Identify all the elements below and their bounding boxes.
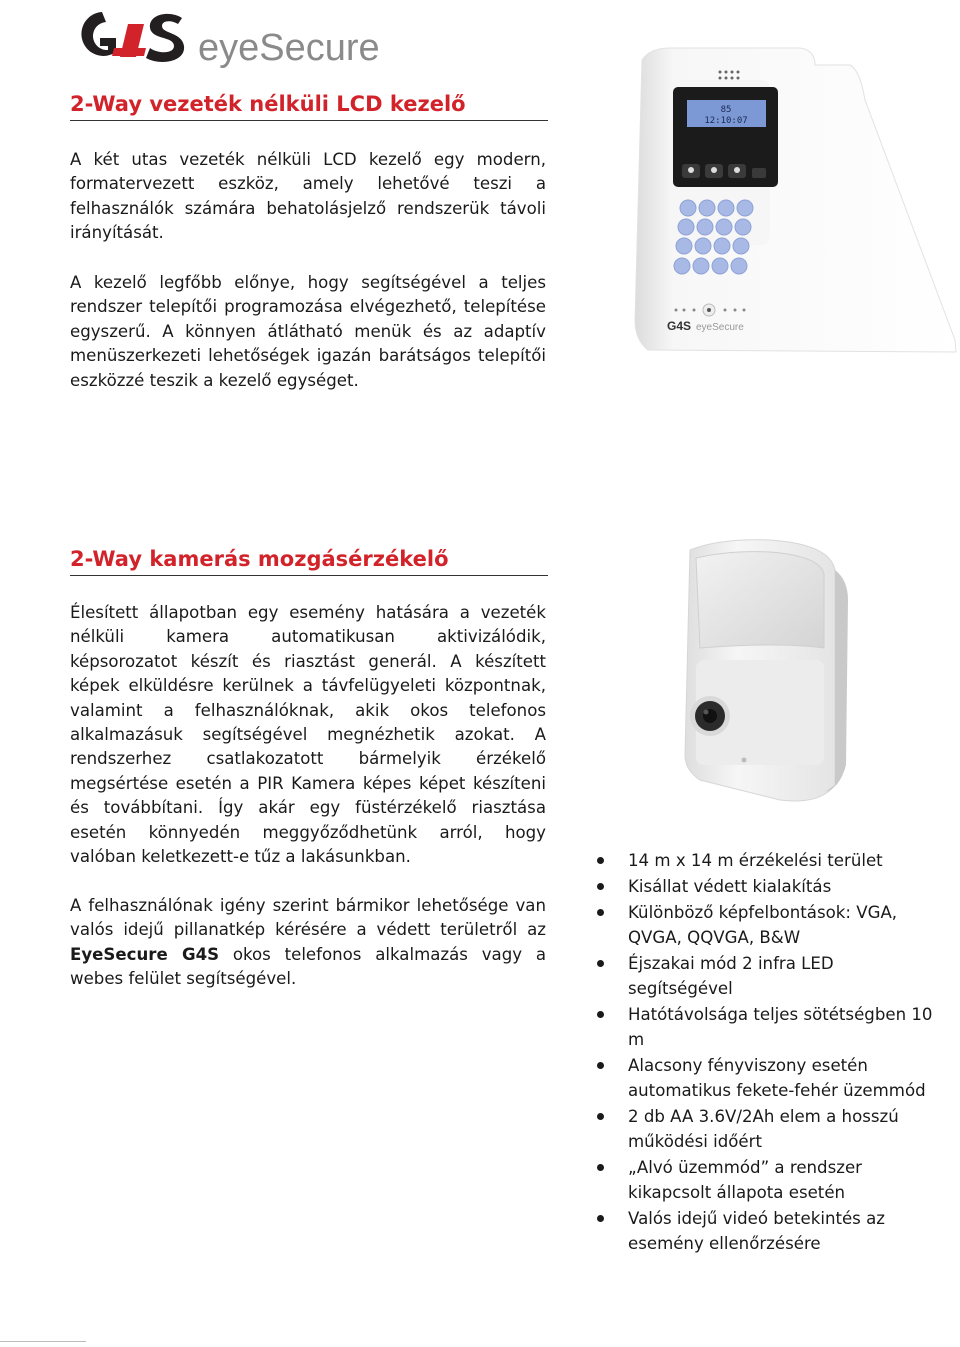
- lcd-line-1: 85: [720, 105, 732, 115]
- feature-text: Kisállat védett kialakítás: [628, 877, 832, 896]
- bullet-icon: [597, 909, 604, 916]
- feature-text: Alacsony fényviszony esetén automatikus fekete-fehér üzemmód: [628, 1056, 926, 1100]
- page-corner-line: [0, 1341, 86, 1342]
- bullet-icon: [597, 1113, 604, 1120]
- feature-item: [594, 951, 940, 1001]
- feature-item: [594, 1206, 940, 1256]
- feature-item: [594, 1104, 940, 1154]
- section1-paragraph-2: A kezelő legfőbb előnye, hogy segítségével a teljes rendszer telepítői programozása elvégezhető, telepítése egyszerű. A könnyen átlátható menük és az adaptív menüszerkezeti lehetőségek igazán barátságos telepítői eszközzé teszik a kezelő egységet.: [70, 273, 546, 390]
- section-title-camera-detector: 2-Way kamerás mozgásérzékelő: [70, 547, 548, 576]
- feature-text: 14 m x 14 m érzékelési terület: [628, 851, 883, 870]
- feature-text: Valós idejű videó betekintés az esemény ellenőrzésére: [628, 1209, 885, 1253]
- pir-camera-image: [660, 530, 880, 815]
- feature-item: [594, 1155, 940, 1205]
- keypad-brand-label: G4S: [667, 319, 692, 333]
- bullet-icon: [597, 857, 604, 864]
- feature-list: [594, 848, 940, 1257]
- lcd-keypad-image: [610, 40, 960, 355]
- g4s-mark: [81, 12, 184, 62]
- feature-item: [594, 1002, 940, 1052]
- paragraph2-brand-bold: EyeSecure G4S: [70, 944, 220, 964]
- section1-paragraph-1: A két utas vezeték nélküli LCD kezelő egy modern, formatervezett eszköz, amely lehetővé teszi a felhasználók számára behatolásjelző rendszerük távoli irányítását.: [70, 150, 546, 243]
- feature-item: [594, 874, 940, 899]
- bullet-icon: [597, 1011, 604, 1018]
- bullet-icon: [597, 1164, 604, 1171]
- paragraph2-text-start: A felhasználónak igény szerint bármikor lehetősége van valós idejű pillanatkép kérésére a védett területről az: [70, 896, 546, 940]
- paragraph2-text-end: okos telefonos alkalmazás vagy a webes felület segítségével.: [70, 944, 546, 989]
- section2-paragraph-2: [70, 894, 546, 992]
- g4s-eyesecure-logo: [70, 2, 400, 72]
- feature-text: 2 db AA 3.6V/2Ah elem a hosszú működési időért: [628, 1107, 899, 1151]
- feature-item: [594, 900, 940, 950]
- bullet-icon: [597, 1062, 604, 1069]
- lcd-line-2: 12:10:07: [704, 116, 748, 126]
- pir-lens: [696, 552, 824, 648]
- eyesecure-wordmark: eyeSecure: [198, 27, 380, 69]
- feature-text: Különböző képfelbontások: VGA, QVGA, QQVGA, B&W: [628, 903, 898, 947]
- feature-item: [594, 1053, 940, 1103]
- section-title-lcd-keypad: 2-Way vezeték nélküli LCD kezelő: [70, 92, 548, 121]
- feature-item: [594, 848, 940, 873]
- feature-text: Éjszakai mód 2 infra LED segítségével: [628, 954, 834, 998]
- bullet-icon: [597, 1215, 604, 1222]
- section2-paragraph-1: Élesített állapotban egy esemény hatására a vezeték nélküli kamera automatikusan aktivizálódik, képsorozatot készít és riasztást generál. A készített képek elküldésre kerülnek a távfelügyeleti központnak, valamint a felhasználóknak, akik okos telefonos alkalmazásuk segítségével megnézhetik azokat. A rendszerhez csatlakozatott bármelyik érzékelő megsértése esetén a PIR Kamera képes képet készíteni és továbbítani. Így akár egy füstérzékelő riasztása esetén könnyedén meggyőződhetünk arról, hogy valóban keletkezett-e tűz a lakásunkban.: [70, 603, 546, 867]
- bullet-icon: [597, 883, 604, 890]
- bullet-icon: [597, 960, 604, 967]
- keypad-product-label: eyeSecure: [696, 322, 744, 333]
- feature-text: Hatótávolsága teljes sötétségben 10 m: [628, 1005, 933, 1049]
- feature-text: „Alvó üzemmód” a rendszer kikapcsolt állapota esetén: [628, 1158, 862, 1202]
